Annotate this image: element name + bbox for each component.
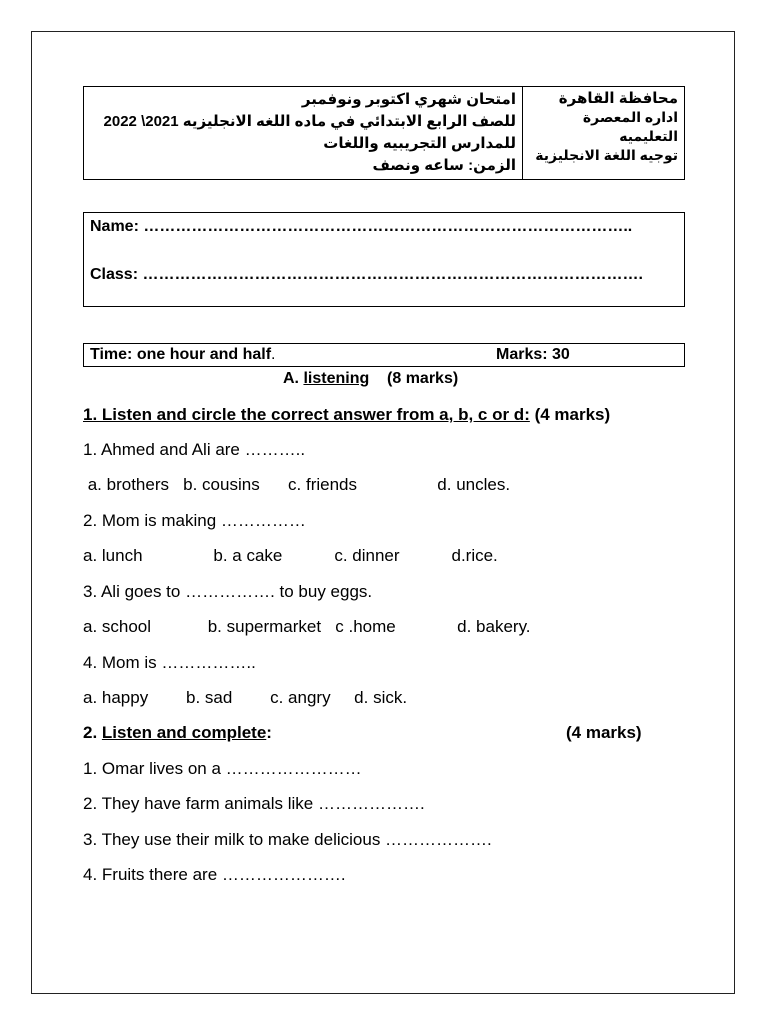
schools: للمدارس التجريبيه واللغات xyxy=(323,135,516,152)
grade-subject: للصف الرابع الابتدائي في ماده اللغه الانجليزيه 2021\ 2022 xyxy=(103,113,516,130)
exam-info-cell xyxy=(84,87,523,179)
section-marks: (8 marks) xyxy=(369,370,459,387)
q1-item-1-choices[interactable]: a. brothers b. cousins c. friends d. uncles. xyxy=(83,475,511,494)
q2-number: 2. xyxy=(83,723,102,742)
time-info xyxy=(90,346,276,364)
q1-title: 1. Listen and circle the correct answer from a, b, c or d: xyxy=(83,405,530,424)
time-text: Time: one hour and half xyxy=(90,346,272,363)
time-marks-box xyxy=(83,343,685,367)
q2-colon: : xyxy=(266,723,272,742)
student-info-box xyxy=(83,212,685,307)
authority-cell xyxy=(523,87,684,179)
class-field[interactable]: Class: …………………………………………………………………………………. xyxy=(90,266,643,283)
exam-duration: الزمن: ساعه ونصف xyxy=(372,157,516,174)
q2-item-2[interactable]: 2. They have farm animals like ………………. xyxy=(83,794,425,813)
name-field[interactable]: Name: ……………………………………………………………………………….. xyxy=(90,218,633,235)
q1-item-4-stem: 4. Mom is …………….. xyxy=(83,653,256,672)
q1-item-4-choices[interactable]: a. happy b. sad c. angry d. sick. xyxy=(83,688,408,707)
q2-item-1[interactable]: 1. Omar lives on a …………………… xyxy=(83,759,362,778)
q1-item-3-stem: 3. Ali goes to ……………. to buy eggs. xyxy=(83,582,373,601)
q2-heading xyxy=(83,723,272,743)
q2-title: Listen and complete xyxy=(101,723,267,742)
time-dot: . xyxy=(271,346,276,363)
exam-title: امتحان شهري اكتوبر ونوفمبر xyxy=(301,91,516,108)
supervision: توجيه اللغة الانجليزية xyxy=(535,147,678,163)
q2-item-3[interactable]: 3. They use their milk to make delicious ………………. xyxy=(83,830,492,849)
governorate: محافظة القاهرة xyxy=(558,90,678,107)
q2-marks: (4 marks) xyxy=(566,723,642,742)
q1-marks: (4 marks) xyxy=(529,405,611,424)
q1-item-1-stem: 1. Ahmed and Ali are ……….. xyxy=(83,440,306,459)
section-title: listening xyxy=(303,370,370,387)
q1-item-2-stem: 2. Mom is making …………… xyxy=(83,511,306,530)
total-marks: Marks: 30 xyxy=(496,346,570,363)
section-a-heading xyxy=(283,370,458,388)
q2-item-4[interactable]: 4. Fruits there are …………………. xyxy=(83,865,346,884)
exam-header xyxy=(83,86,685,180)
q1-item-2-choices[interactable]: a. lunch b. a cake c. dinner d.rice. xyxy=(83,546,498,565)
q1-heading xyxy=(83,405,610,425)
administration: اداره المعصرة التعليميه xyxy=(582,109,678,144)
q1-item-3-choices[interactable]: a. school b. supermarket c .home d. bakery. xyxy=(83,617,531,636)
section-letter: A. xyxy=(283,370,304,387)
